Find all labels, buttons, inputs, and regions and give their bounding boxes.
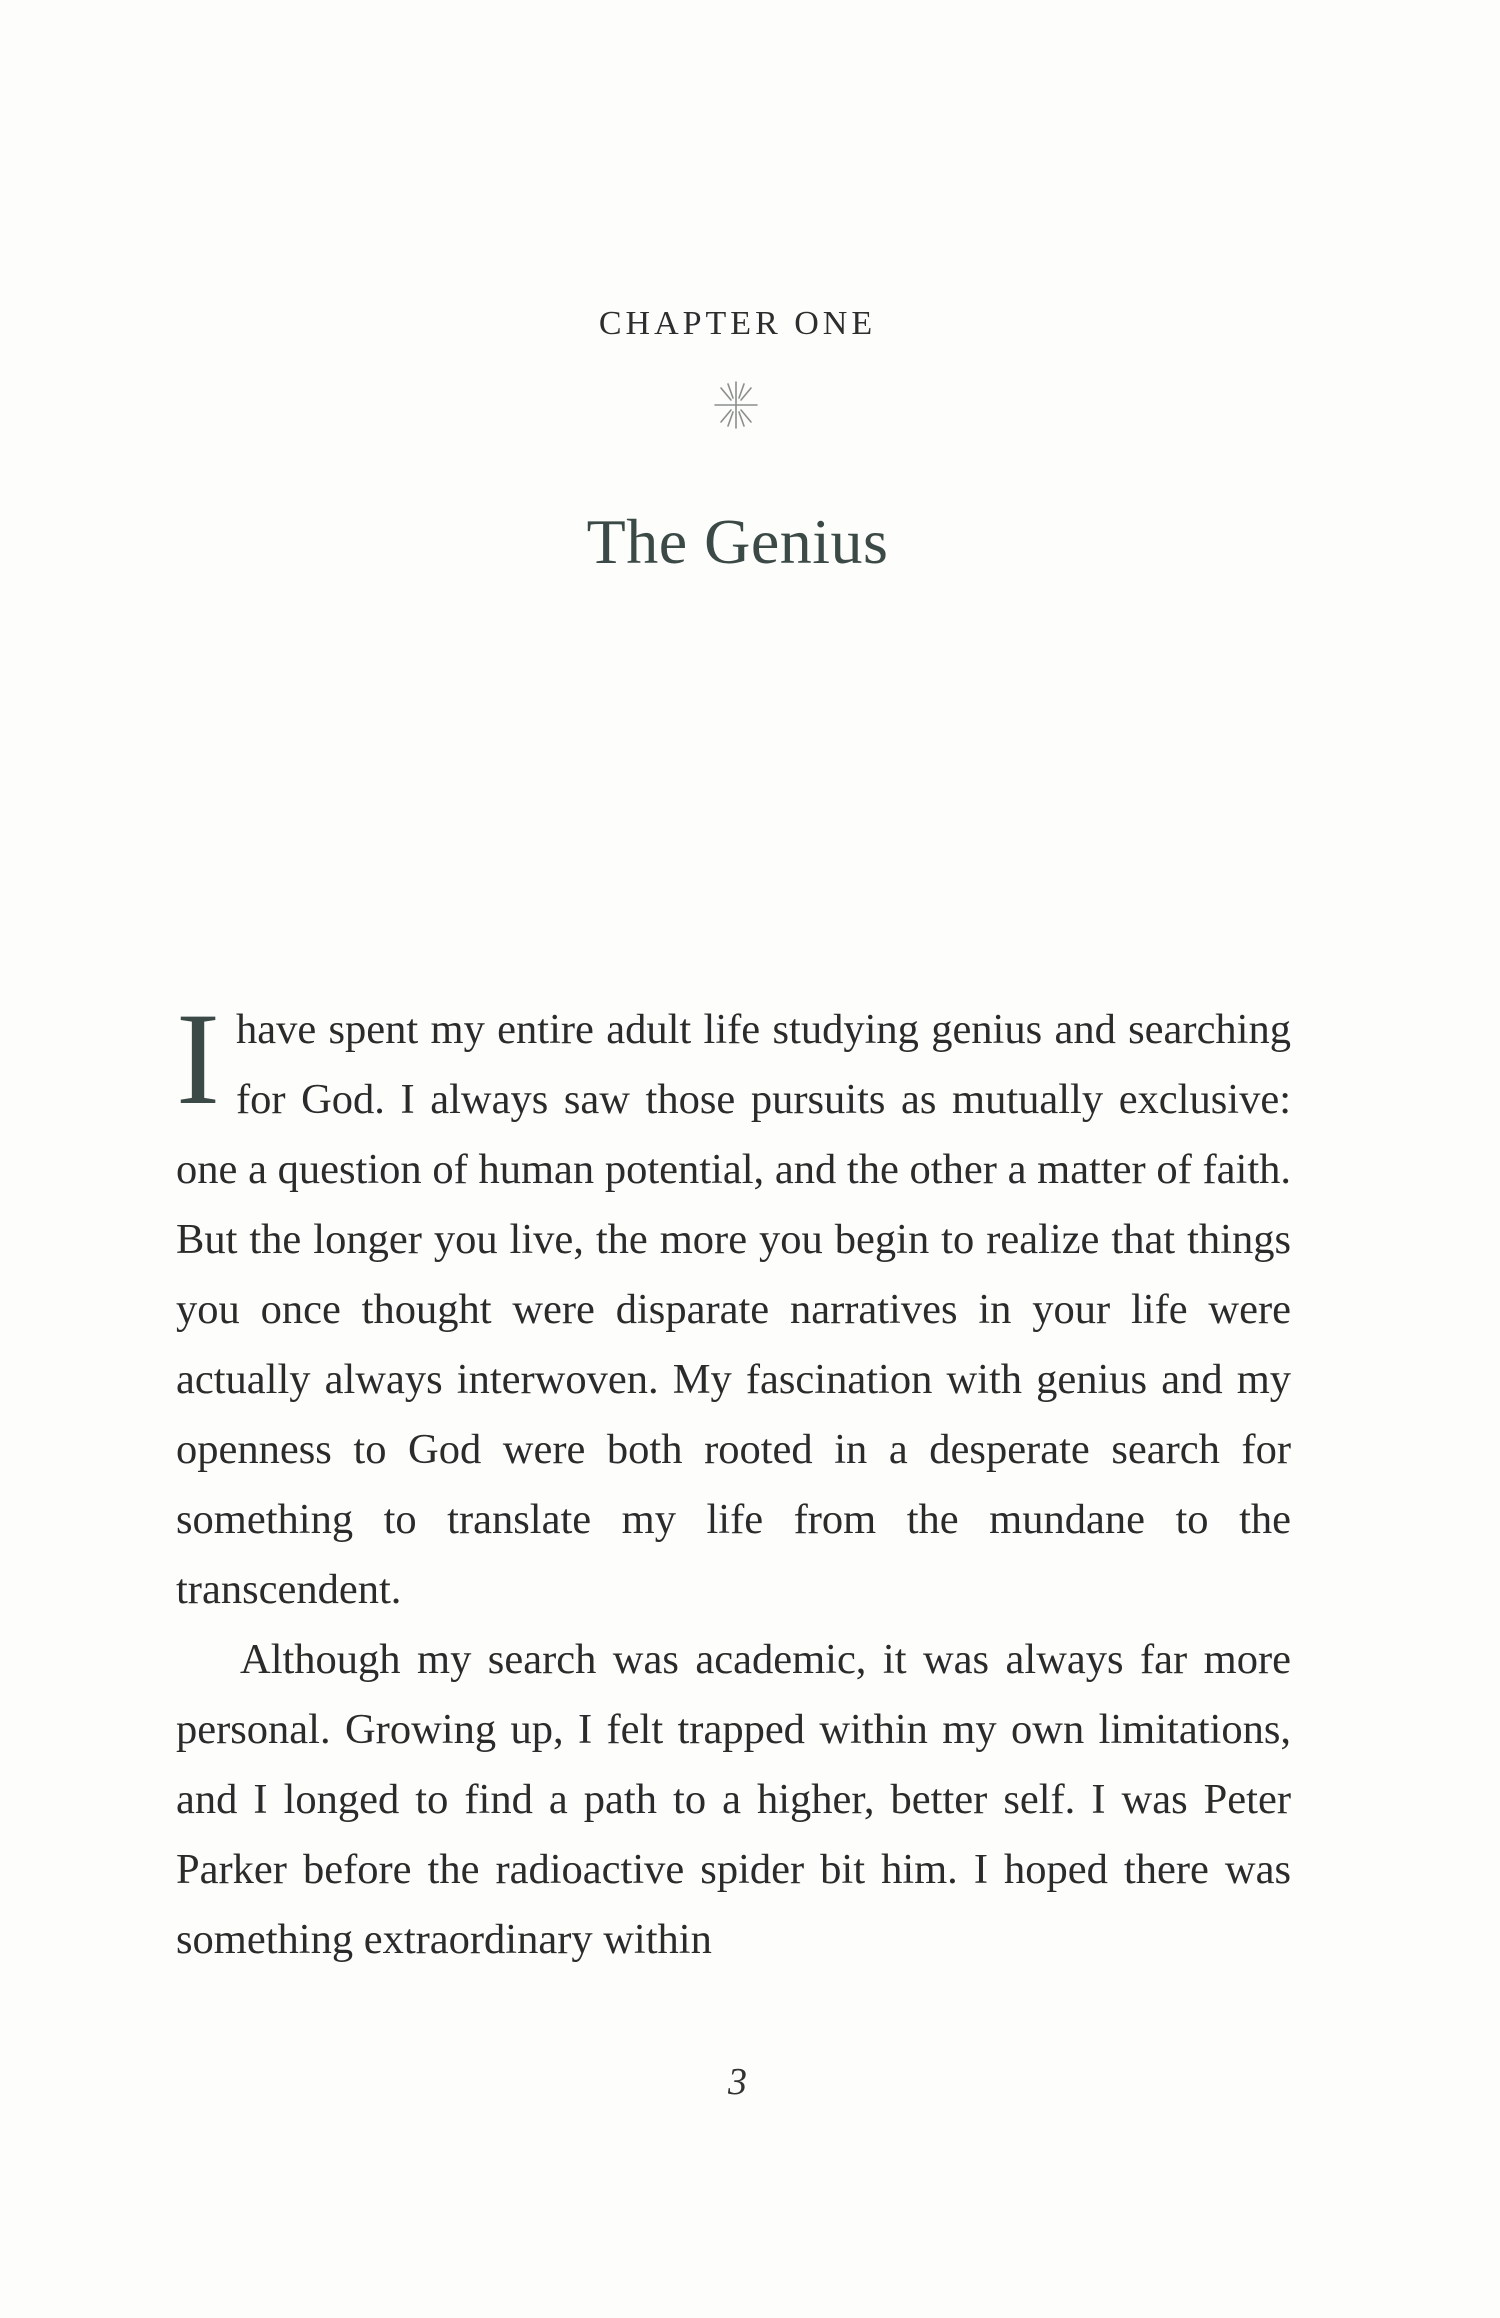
paragraph-text: have spent my entire adult life studying genius and searching for God. I always saw those pursuits as mutually exclusive: one a question of human potential, and the other a matter of faith. But the longer you live, the more you begin to realize that things you once thought were disparate narratives in your life were actually always interwoven. My fascination with genius and my openness to God were both rooted in a desperate search for something to translate my life from the mundane to the transcendent. — [176, 1006, 1291, 1613]
chapter-title: The Genius — [586, 506, 889, 577]
body-text — [176, 985, 1291, 1975]
paragraph — [176, 985, 1291, 1625]
paragraph: Although my search was academic, it was always far more personal. Growing up, I felt trapped within my own limitations, and I longed to find a path to a higher, better self. I was Peter Parker before the radioactive spider bit him. I hoped there was something extraordinary within — [176, 1636, 1291, 1963]
drop-cap: I — [176, 985, 220, 1132]
page-number: 3 — [728, 2061, 747, 2103]
chapter-label: CHAPTER ONE — [598, 305, 877, 342]
starburst-ornament-icon — [709, 378, 763, 432]
